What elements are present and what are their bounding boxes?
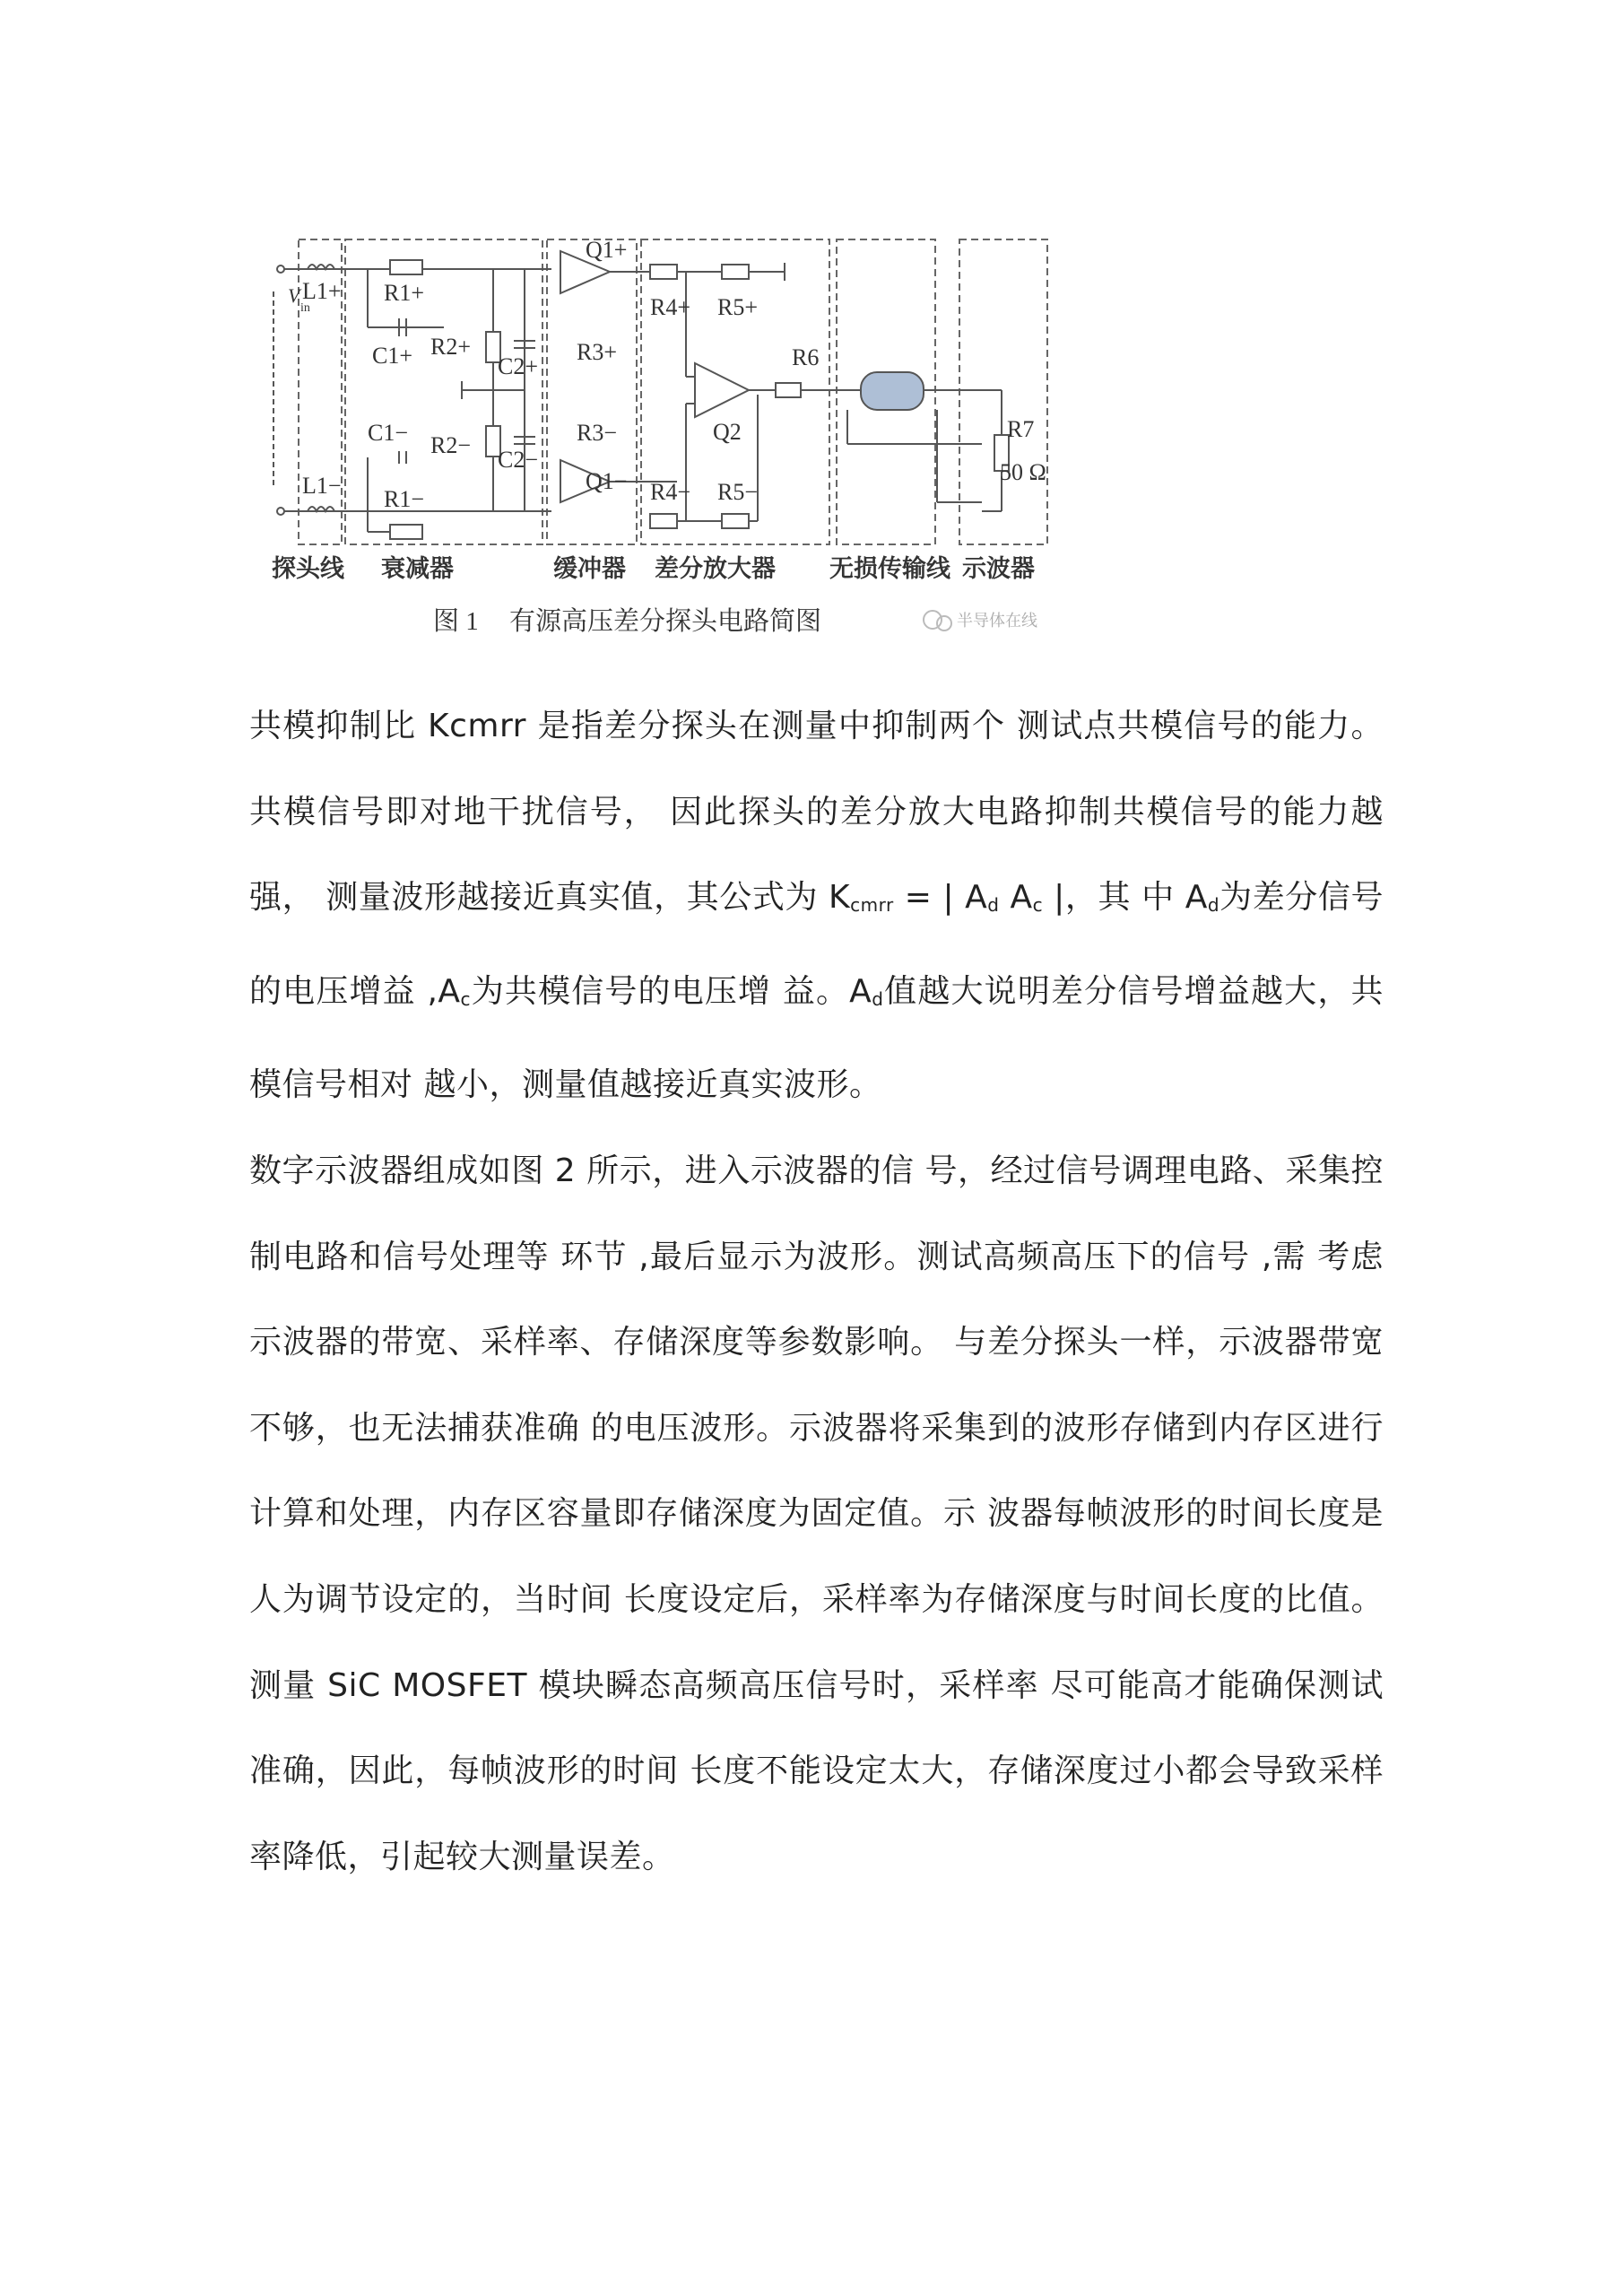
- subscript-c: c: [1032, 894, 1044, 917]
- subscript-d: d: [872, 987, 884, 1010]
- section-label-probe-cable: 探头线: [272, 555, 344, 583]
- label-l1-minus: L1−: [302, 473, 342, 499]
- label-r4-minus: R4−: [650, 479, 691, 505]
- paragraph-oscilloscope: 数字示波器组成如图 2 所示，进入示波器的信 号，经过信号调理电路、采集控制电路和信号处理等 环节 ,最后显示为波形。测试高频高压下的信号 ,需 考虑示波器的带宽、采样率、存储深度等参数影响。 与差分探头一样，示波器带宽不够，也无法捕获准确 的电压波形。示波器将采集到的波形存储到内存区进行计算和处理，内存区容量即存储深度为固定值。示 波器每帧波形的时间长度是人为调节设定的，当时间 长度设定后，采样率为存储深度与时间长度的比值。 测量 SiC MOSFET 模块瞬态高频高压信号时，采样率 尽可能高才能确保测试准确，因此，每帧波形的时间 长度不能设定太大，存储深度过小都会导致采样率降低，引起较大测量误差。: [249, 1152, 1384, 1875]
- label-r3-minus: R3−: [577, 420, 618, 446]
- body-text: [249, 683, 1384, 1900]
- resistor-r6: [776, 383, 801, 397]
- label-vin-sub: in: [300, 301, 310, 315]
- section-label-attenuator: 衰减器: [381, 555, 454, 583]
- label-q1-plus: Q1+: [586, 237, 628, 263]
- terminal-bottom: [277, 508, 284, 515]
- resistor-r1-plus: [390, 260, 422, 274]
- figure-caption-number: 图 1: [433, 607, 479, 636]
- label-q1-minus: Q1−: [586, 468, 628, 494]
- label-c2-minus: C2−: [498, 447, 539, 473]
- label-r1-minus: R1−: [384, 486, 425, 512]
- terminal-top: [277, 265, 284, 273]
- label-c1-plus: C1+: [372, 343, 413, 369]
- paragraph-cmrr: [249, 683, 1384, 1128]
- label-q2: Q2: [713, 419, 742, 445]
- section-box-oscilloscope: [959, 239, 1047, 544]
- section-label-buffer: 缓冲器: [553, 555, 626, 583]
- resistor-r1-minus: [390, 525, 422, 539]
- figure-caption-title: 有源高压差分探头电路简图: [509, 607, 822, 636]
- subscript-d: d: [987, 894, 1000, 917]
- paragraph-cmrr-text-3: A: [999, 879, 1033, 917]
- section-box-attenuator: [345, 239, 542, 544]
- paragraph-cmrr-text-4: |，其 中 A: [1043, 879, 1208, 917]
- label-c2-plus: C2+: [498, 353, 539, 379]
- subscript-c: c: [460, 987, 472, 1010]
- label-r7-value: 50 Ω: [1000, 459, 1046, 485]
- watermark-icon: [924, 611, 951, 631]
- paragraph-cmrr-text-2: = | A: [893, 879, 988, 917]
- label-r4-plus: R4+: [650, 294, 691, 320]
- circuit-diagram: [256, 229, 1081, 659]
- section-label-oscilloscope: 示波器: [962, 555, 1035, 583]
- label-r2-minus: R2−: [430, 432, 472, 458]
- subscript-cmrr: cmrr: [850, 894, 894, 917]
- paragraph-cmrr-text-5: 为差分信号的电压增益 ,A: [249, 879, 1384, 1010]
- label-r3-plus: R3+: [577, 339, 618, 365]
- label-r5-plus: R5+: [717, 294, 759, 320]
- paragraph-cmrr-text-7: 值越大说明差分信号增益越大，共模信号相对 越小，测量值越接近真实波形。: [249, 972, 1384, 1104]
- label-c1-minus: C1−: [368, 420, 409, 446]
- resistor-r5-plus: [722, 265, 749, 279]
- label-r7: R7: [1007, 416, 1035, 442]
- label-vin: V: [288, 284, 300, 307]
- label-r5-minus: R5−: [717, 479, 759, 505]
- paragraph-cmrr-text-6: 为共模信号的电压增 益。A: [471, 972, 872, 1010]
- paragraph-cmrr-text-1: 共模抑制比 Kcmrr 是指差分探头在测量中抑制两个 测试点共模信号的能力。共模信号即对地干扰信号， 因此探头的差分放大电路抑制共模信号的能力越强， 测量波形越接近真实值，其公式为 K: [249, 708, 1384, 917]
- resistor-r4-minus: [650, 514, 677, 528]
- amplifier-q2: [695, 363, 749, 417]
- section-label-transmission-line: 无损传输线: [829, 555, 950, 583]
- label-l1-plus: L1+: [302, 278, 342, 304]
- circuit-figure: [256, 229, 1081, 659]
- resistor-r4-plus: [650, 265, 677, 279]
- subscript-d: d: [1207, 894, 1220, 917]
- label-r2-plus: R2+: [430, 334, 472, 360]
- watermark-text: 半导体在线: [957, 612, 1037, 631]
- label-r6: R6: [792, 344, 820, 370]
- coax-cable: [861, 372, 924, 410]
- resistor-r5-minus: [722, 514, 749, 528]
- label-r1-plus: R1+: [384, 280, 425, 306]
- section-label-diff-amp: 差分放大器: [655, 555, 776, 583]
